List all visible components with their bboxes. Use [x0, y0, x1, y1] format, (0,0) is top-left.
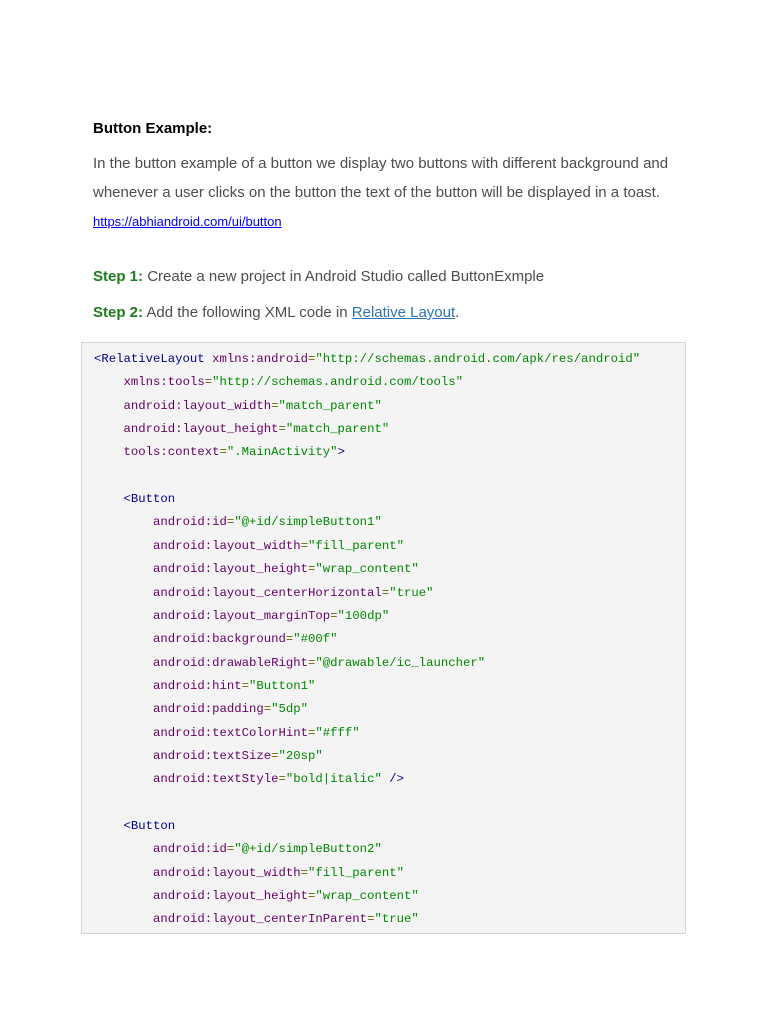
code-line — [94, 818, 175, 834]
code-line — [94, 748, 323, 764]
relative-layout-link[interactable]: Relative Layout — [351, 304, 456, 321]
code-equals: = — [219, 445, 227, 460]
code-attribute: android:background — [153, 632, 286, 647]
code-indent — [94, 866, 153, 880]
code-indent — [94, 772, 153, 786]
code-attribute: android:layout_marginTop — [153, 608, 331, 623]
code-line — [94, 491, 175, 507]
code-equals: = — [226, 515, 235, 530]
code-value: "fill_parent" — [308, 865, 404, 880]
code-line — [94, 865, 404, 881]
code-value: "bold|italic" — [285, 772, 382, 787]
code-attribute: android:layout_width — [153, 865, 301, 880]
code-value: "http://schemas.android.com/tools" — [212, 375, 464, 390]
code-indent — [94, 562, 153, 576]
code-tag-end: /> — [381, 772, 404, 787]
code-attribute: android:textColorHint — [153, 725, 309, 740]
code-indent — [94, 889, 153, 903]
code-line — [94, 631, 338, 647]
code-equals: = — [226, 842, 235, 857]
code-indent — [94, 679, 153, 693]
code-value: "@drawable/ic_launcher" — [315, 655, 486, 670]
code-value: "wrap_content" — [315, 562, 419, 577]
button-tutorial-link[interactable]: https://abhiandroid.com/ui/button — [93, 214, 282, 229]
code-line — [94, 911, 419, 927]
code-tag: <Button — [123, 819, 176, 833]
code-value: "match_parent" — [278, 398, 382, 413]
step-2-end: . — [455, 304, 460, 321]
code-line — [94, 561, 419, 577]
code-attribute: android:padding — [153, 702, 264, 717]
code-line — [94, 444, 345, 460]
code-line — [94, 841, 382, 857]
code-line — [94, 655, 485, 671]
code-value: "true" — [374, 912, 419, 927]
code-block — [81, 342, 686, 934]
code-tag: <RelativeLayout — [94, 352, 205, 366]
intro-text: In the button example of a button we display two buttons with different background and whenever a user clicks on the button the text of the button will be displayed in a toast. — [93, 155, 669, 201]
code-attribute: android:layout_height — [123, 422, 279, 437]
code-line — [94, 608, 389, 624]
code-indent — [94, 726, 153, 740]
code-indent — [94, 399, 124, 413]
code-tag-end: > — [337, 445, 345, 460]
code-equals: = — [263, 702, 272, 717]
section-heading: Button Example: — [93, 120, 213, 137]
code-indent — [94, 912, 153, 926]
code-equals: = — [285, 632, 294, 647]
code-attribute: tools:context — [123, 445, 220, 460]
code-value: "http://schemas.android.com/apk/res/android" — [315, 352, 641, 366]
code-attribute: xmlns:tools — [123, 375, 205, 390]
code-equals: = — [278, 422, 286, 437]
code-attribute: android:textSize — [153, 748, 272, 763]
code-attribute: android:id — [153, 515, 227, 530]
code-value: "#fff" — [315, 725, 360, 740]
code-value: "fill_parent" — [308, 538, 404, 553]
code-attribute: android:textStyle — [153, 772, 279, 787]
code-equals: = — [300, 865, 309, 880]
code-line — [94, 421, 389, 437]
code-attribute: android:id — [153, 842, 227, 857]
code-tag: <Button — [123, 492, 176, 507]
code-line — [94, 514, 382, 530]
code-indent — [94, 586, 153, 600]
code-equals: = — [308, 352, 316, 366]
code-equals: = — [300, 538, 309, 553]
code-equals: = — [381, 585, 390, 600]
code-value: ".MainActivity" — [226, 445, 338, 460]
code-indent — [94, 515, 153, 529]
code-indent — [94, 492, 124, 506]
code-line — [94, 351, 640, 367]
code-equals: = — [271, 398, 279, 413]
code-indent — [94, 422, 124, 436]
code-attribute: xmlns:android — [204, 352, 309, 366]
code-indent — [94, 749, 153, 763]
step-2 — [93, 304, 459, 321]
code-attribute: android:layout_centerInParent — [153, 912, 368, 927]
code-line — [94, 374, 463, 390]
step-2-label: Step 2: — [93, 304, 144, 321]
code-equals: = — [271, 748, 279, 763]
code-equals: = — [204, 375, 213, 390]
code-value: "match_parent" — [285, 422, 390, 437]
step-1-text: Create a new project in Android Studio called ButtonExmple — [147, 268, 545, 285]
code-value: "@+id/simpleButton1" — [234, 515, 382, 530]
intro-paragraph — [93, 149, 693, 236]
step-1 — [93, 268, 544, 285]
code-equals: = — [330, 608, 338, 623]
code-attribute: android:hint — [153, 678, 242, 693]
code-equals: = — [308, 562, 316, 577]
code-equals: = — [367, 912, 375, 927]
code-line — [94, 585, 433, 601]
code-value: "@+id/simpleButton2" — [234, 842, 382, 857]
step-1-label: Step 1: — [93, 268, 144, 285]
code-equals: = — [308, 889, 316, 904]
code-value: "5dp" — [271, 702, 309, 717]
code-line — [94, 678, 315, 694]
code-attribute: android:layout_height — [153, 562, 309, 577]
code-line — [94, 701, 308, 717]
code-value: "Button1" — [249, 678, 316, 693]
code-line — [94, 888, 419, 904]
code-indent — [94, 842, 153, 856]
code-line — [94, 538, 404, 554]
code-attribute: android:layout_centerHorizontal — [153, 585, 382, 600]
code-indent — [94, 375, 124, 389]
code-value: "true" — [389, 585, 434, 600]
code-value: "20sp" — [278, 748, 323, 763]
code-attribute: android:layout_height — [153, 889, 309, 904]
code-value: "#00f" — [293, 632, 338, 647]
code-equals: = — [241, 678, 249, 693]
code-line — [94, 725, 360, 741]
code-attribute: android:layout_width — [123, 398, 272, 413]
code-indent — [94, 539, 153, 553]
code-indent — [94, 445, 124, 459]
code-value: "100dp" — [337, 608, 390, 623]
code-line — [94, 771, 404, 787]
code-indent — [94, 632, 153, 646]
code-equals: = — [308, 655, 316, 670]
code-indent — [94, 702, 153, 716]
code-indent — [94, 656, 153, 670]
step-2-text: Add the following XML code in — [146, 304, 348, 321]
code-attribute: android:layout_width — [153, 538, 301, 553]
code-equals: = — [278, 772, 286, 787]
code-equals: = — [308, 725, 316, 740]
code-indent — [94, 609, 153, 623]
code-line — [94, 398, 382, 414]
code-attribute: android:drawableRight — [153, 655, 309, 670]
code-indent — [94, 819, 124, 833]
code-value: "wrap_content" — [315, 889, 419, 904]
